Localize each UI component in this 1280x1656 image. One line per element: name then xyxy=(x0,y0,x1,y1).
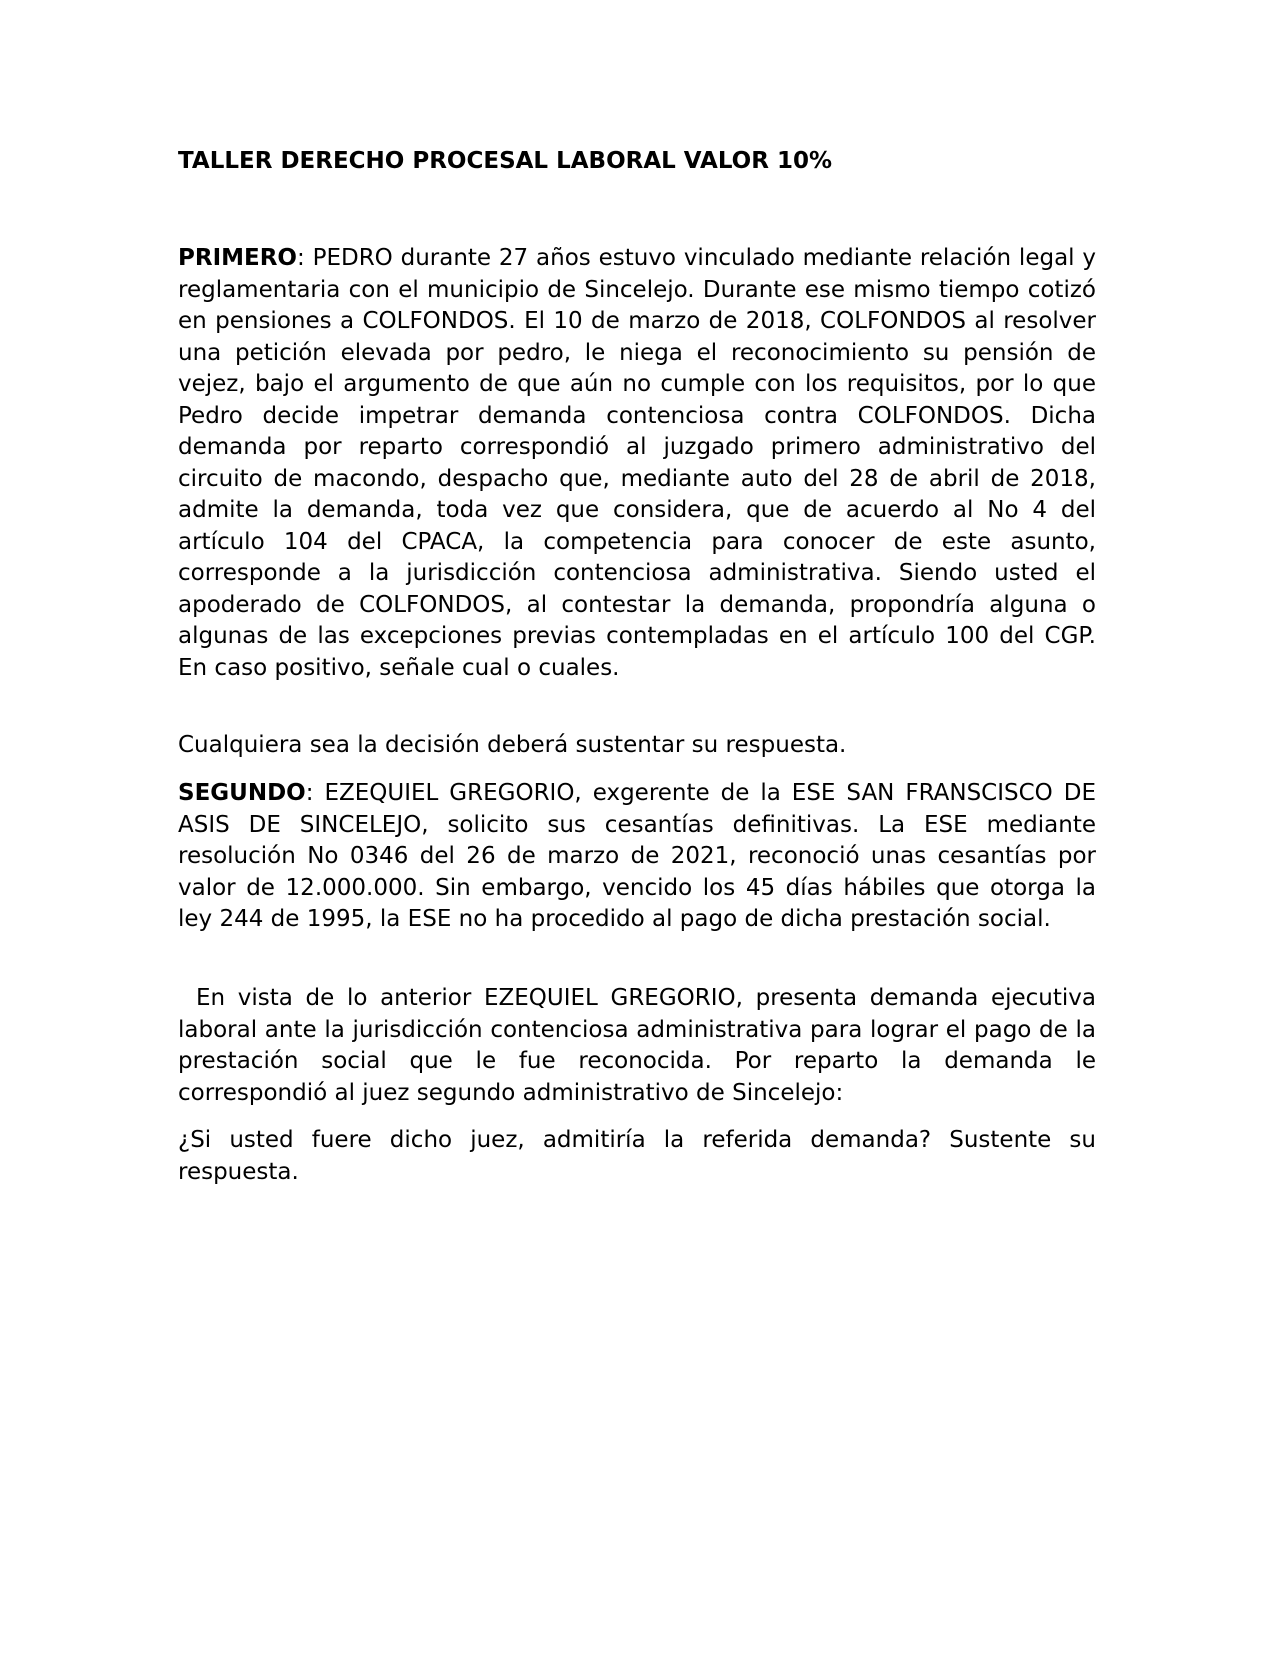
primero-text: : PEDRO durante 27 años estuvo vinculado mediante relación legal y reglamentaria con el municipio de Sincelejo. Durante ese mismo tiempo cotizó en pensiones a COLFONDOS. El 10 de marzo de 2018, COLFONDOS al resolver una petición elevada por pedro, le niega el reconocimiento su pensión de vejez, bajo el argumento de que aún no cumple con los requisitos, por lo que Pedro decide impetrar demanda contenciosa contra COLFONDOS. Dicha demanda por reparto correspondió al juzgado primero administrativo del circuito de macondo, despacho que, mediante auto del 28 de abril de 2018, admite la demanda, toda vez que considera, que de acuerdo al No 4 del artículo 104 del CPACA, la competencia para conocer de este asunto, corresponde a la jurisdicción contenciosa administrativa. Siendo usted el apoderado de COLFONDOS, al contestar la demanda, propondría alguna o algunas de las excepciones previas contempladas en el artículo 100 del CGP. En caso positivo, señale cual o cuales. xyxy=(178,245,1096,681)
primero-label: PRIMERO xyxy=(178,245,297,271)
paragraph-segundo-question: ¿Si usted fuere dicho juez, admitiría la referida demanda? Sustente su respuesta. xyxy=(178,1127,1096,1185)
segundo-label: SEGUNDO xyxy=(178,780,306,806)
paragraph-primero xyxy=(178,243,1096,684)
paragraph-primero-closing: Cualquiera sea la decisión deberá sustentar su respuesta. xyxy=(178,732,847,758)
paragraph-segundo-continuation: En vista de lo anterior EZEQUIEL GREGORIO, presenta demanda ejecutiva laboral ante la jurisdicción contenciosa administrativa para lograr el pago de la prestación social que le fue reconocida. Por reparto la demanda le correspondió al juez segundo administrativo de Sincelejo: xyxy=(178,985,1096,1106)
document-title: TALLER DERECHO PROCESAL LABORAL VALOR 10% xyxy=(178,148,833,174)
paragraph-segundo xyxy=(178,778,1096,936)
segundo-text: : EZEQUIEL GREGORIO, exgerente de la ESE SAN FRANSCISCO DE ASIS DE SINCELEJO, solicito sus cesantías definitivas. La ESE mediante resolución No 0346 del 26 de marzo de 2021, reconoció unas cesantías por valor de 12.000.000. Sin embargo, vencido los 45 días hábiles que otorga la ley 244 de 1995, la ESE no ha procedido al pago de dicha prestación social. xyxy=(178,780,1096,932)
